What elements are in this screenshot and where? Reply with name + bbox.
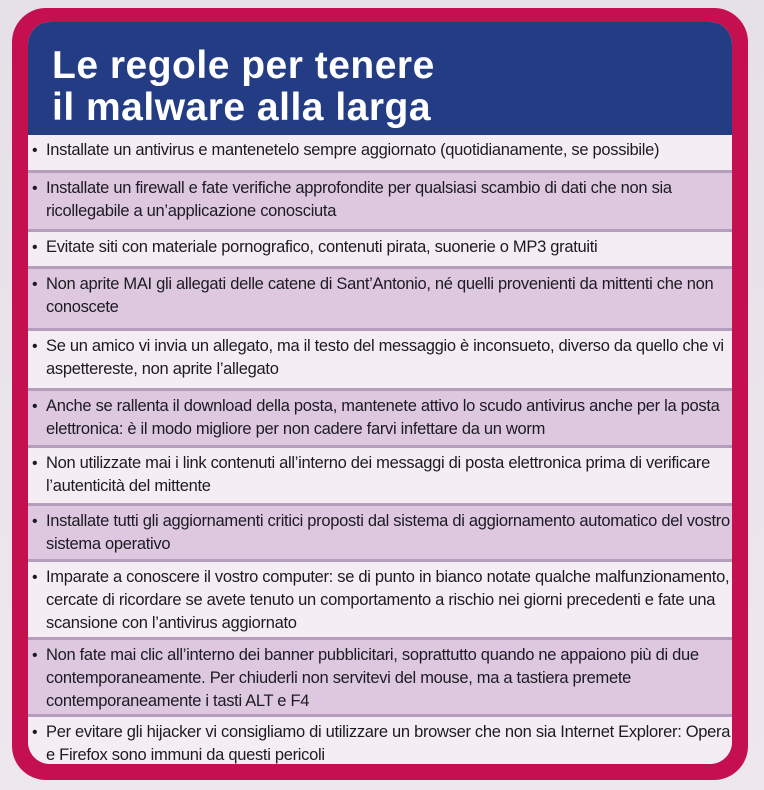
rule-text: Evitate siti con materiale pornografico, contenuti pirata, suonerie o MP3 gratuiti [46, 238, 598, 256]
bullet-icon: • [32, 647, 38, 664]
rule-text: Non utilizzate mai i link contenuti all’interno dei messaggi di posta elettronica prima di verificare l’autenticità del mittente [46, 454, 710, 495]
bullet-icon: • [32, 180, 38, 197]
title-line-1: Le regole per tenere [52, 44, 435, 87]
rule-item [28, 640, 732, 714]
rules-list [28, 135, 732, 764]
rule-text: Installate tutti gli aggiornamenti critici proposti dal sistema di aggiornamento automatico del vostro sistema operativo [46, 512, 730, 553]
rule-item [28, 331, 732, 388]
bullet-icon: • [32, 569, 38, 586]
rule-item [28, 506, 732, 559]
rule-text: Anche se rallenta il download della posta, mantenete attivo lo scudo antivirus anche per la posta elettronica: è il modo migliore per non cadere farvi infettare da un worm [46, 397, 720, 438]
rules-box-frame [12, 8, 748, 780]
rule-item [28, 173, 732, 229]
title-line-2: il malware alla larga [52, 86, 432, 129]
bullet-icon: • [32, 338, 38, 355]
rule-item [28, 717, 732, 764]
bullet-icon: • [32, 276, 38, 293]
rule-item [28, 448, 732, 503]
rule-text: Per evitare gli hijacker vi consigliamo di utilizzare un browser che non sia Internet Explorer: Opera e Firefox sono immuni da questi pericoli [46, 723, 731, 764]
rule-item [28, 232, 732, 266]
rules-box [28, 22, 732, 764]
rule-item [28, 562, 732, 637]
rule-item [28, 135, 732, 170]
bullet-icon: • [32, 455, 38, 472]
rule-item [28, 391, 732, 445]
rule-text: Non fate mai clic all’interno dei banner pubblicitari, soprattutto quando ne appaiono più di due contemporaneamente. Per chiuderli non servitevi del mouse, ma a tastiera premete contemporaneamente i tasti ALT e F4 [46, 646, 699, 710]
bullet-icon: • [32, 239, 38, 256]
bullet-icon: • [32, 513, 38, 530]
rule-text: Non aprite MAI gli allegati delle catene di Sant’Antonio, né quelli provenienti da mittenti che non conoscete [46, 275, 714, 316]
rule-text: Se un amico vi invia un allegato, ma il testo del messaggio è inconsueto, diverso da quello che vi aspettereste, non aprite l’allegato [46, 337, 724, 378]
rule-text: Imparate a conoscere il vostro computer: se di punto in bianco notate qualche malfunzionamento, cercate di ricordare se avete tenuto un comportamento a rischio nei giorni precedenti e fate una scansione con l’antivirus aggiornato [46, 568, 730, 632]
rule-item [28, 269, 732, 328]
rule-text: Installate un antivirus e mantenetelo sempre aggiornato (quotidianamente, se possibile) [46, 141, 660, 159]
bullet-icon: • [32, 398, 38, 415]
bullet-icon: • [32, 142, 38, 159]
bullet-icon: • [32, 724, 38, 741]
title-header [28, 22, 732, 135]
rule-text: Installate un firewall e fate verifiche approfondite per qualsiasi scambio di dati che non sia ricollegabile a un’applicazione conosciuta [46, 179, 672, 220]
